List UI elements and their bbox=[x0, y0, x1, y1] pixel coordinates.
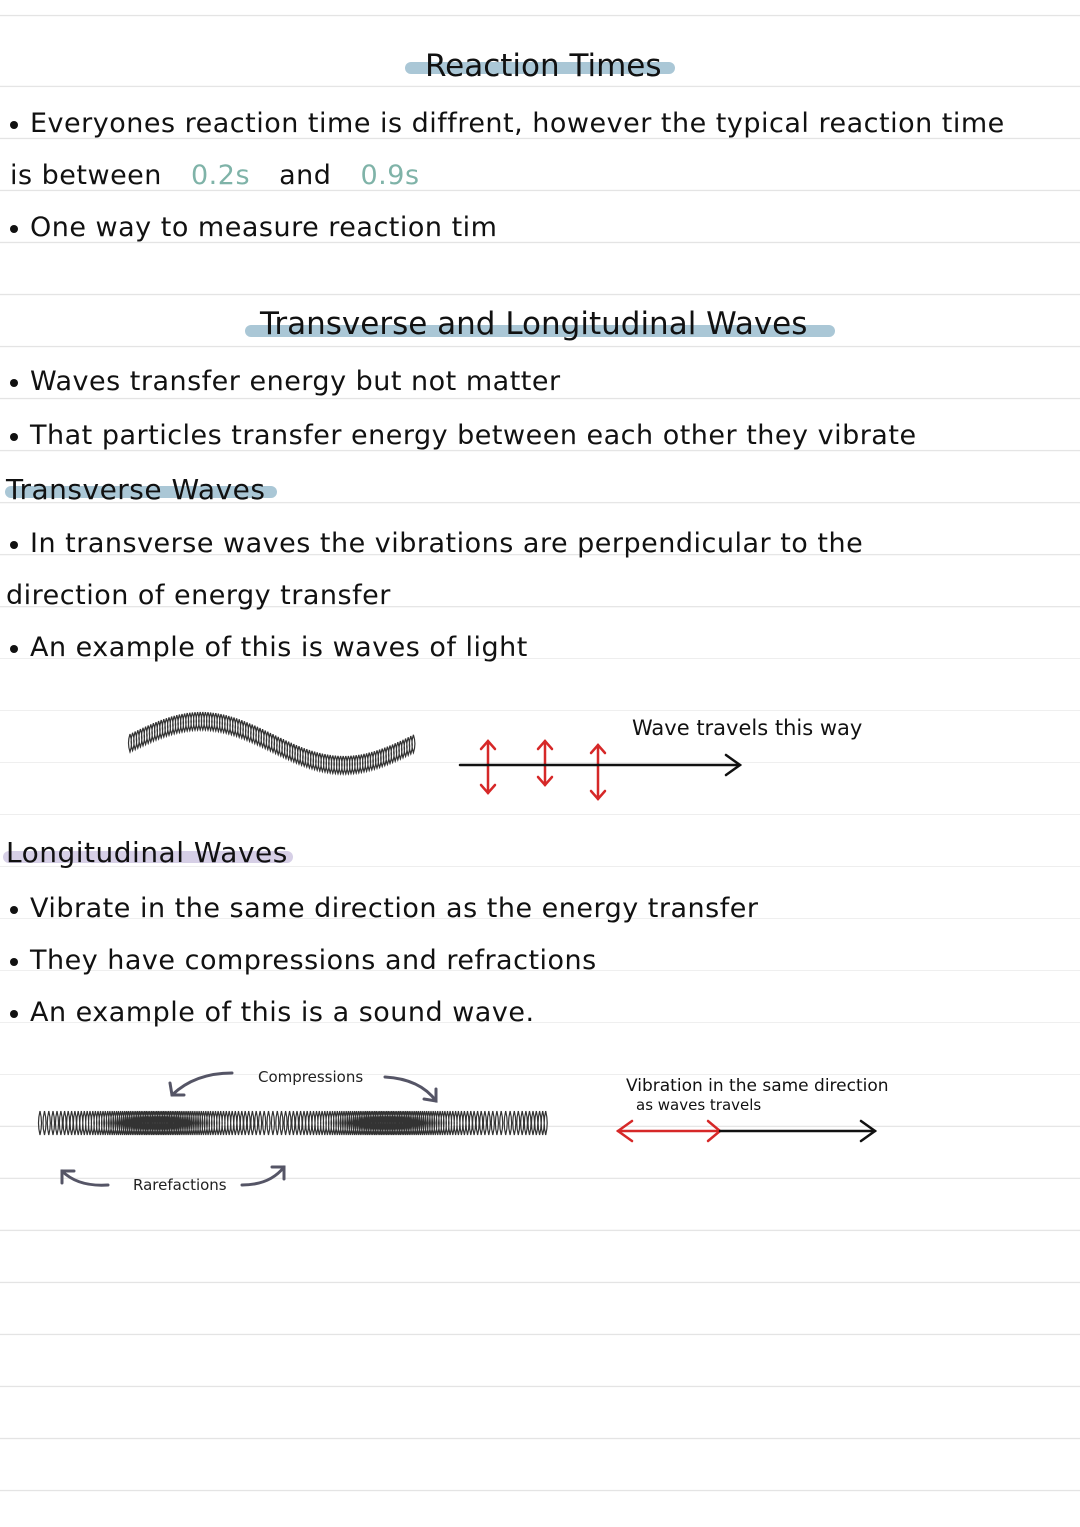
waves-bullet-1: Waves transfer energy but not matter bbox=[10, 366, 561, 397]
bullet-icon bbox=[10, 645, 18, 653]
transverse-title: Transverse Waves bbox=[6, 473, 266, 506]
transverse-bullet-1-line-2: direction of energy transfer bbox=[6, 580, 391, 611]
longitudinal-bullet-1: Vibrate in the same direction as the energy transfer bbox=[10, 893, 758, 924]
bullet-icon bbox=[10, 379, 18, 387]
bullet-icon bbox=[10, 433, 18, 441]
bullet-icon bbox=[10, 1010, 18, 1018]
compression-arrow-right-icon bbox=[385, 1077, 436, 1101]
reaction-times-title: Reaction Times bbox=[425, 48, 662, 84]
reaction-bullet-1-line-2: is between 0.2s and 0.9s bbox=[10, 160, 420, 191]
reaction-time-high: 0.9s bbox=[360, 160, 420, 191]
longitudinal-bullet-3: An example of this is a sound wave. bbox=[10, 997, 535, 1028]
reaction-bullet-2: One way to measure reaction tim bbox=[10, 212, 497, 243]
compressions-label: Compressions bbox=[258, 1068, 364, 1086]
rarefactions-label: Rarefactions bbox=[133, 1176, 227, 1194]
vibration-arrow-2-icon bbox=[538, 741, 552, 785]
rarefaction-arrow-left-icon bbox=[62, 1171, 108, 1185]
reaction-bullet-1-line-1: Everyones reaction time is diffrent, however the typical reaction time bbox=[10, 108, 1005, 139]
travel-arrow-icon bbox=[460, 755, 740, 775]
transverse-spring bbox=[129, 712, 415, 774]
longitudinal-spring bbox=[39, 1111, 548, 1135]
vibration-arrow-3-icon bbox=[591, 745, 605, 799]
compression-arrow-left-icon bbox=[170, 1073, 232, 1095]
waves-title: Transverse and Longitudinal Waves bbox=[260, 306, 808, 342]
wave-travel-label: Wave travels this way bbox=[632, 716, 863, 740]
longitudinal-bullet-2: They have compressions and refractions bbox=[10, 945, 597, 976]
vibration-arrow-1-icon bbox=[481, 741, 495, 793]
rarefaction-arrow-right-icon bbox=[242, 1167, 284, 1185]
vibration-arrows bbox=[481, 741, 605, 799]
vibration-label-line-1: Vibration in the same direction bbox=[626, 1076, 889, 1096]
bullet-icon bbox=[10, 121, 18, 129]
vibration-arrow-icon bbox=[618, 1121, 875, 1141]
reaction-time-low: 0.2s bbox=[191, 160, 251, 191]
waves-bullet-2: That particles transfer energy between each other they vibrate bbox=[10, 420, 917, 451]
longitudinal-wave-diagram bbox=[0, 1055, 1080, 1205]
bullet-icon bbox=[10, 906, 18, 914]
transverse-bullet-2: An example of this is waves of light bbox=[10, 632, 528, 663]
transverse-wave-diagram bbox=[0, 695, 1080, 805]
bullet-icon bbox=[10, 225, 18, 233]
vibration-label-line-2: as waves travels bbox=[636, 1096, 762, 1114]
transverse-bullet-1-line-1: In transverse waves the vibrations are perpendicular to the bbox=[10, 528, 863, 559]
longitudinal-title: Longitudinal Waves bbox=[6, 836, 288, 869]
bullet-icon bbox=[10, 541, 18, 549]
bullet-icon bbox=[10, 958, 18, 966]
